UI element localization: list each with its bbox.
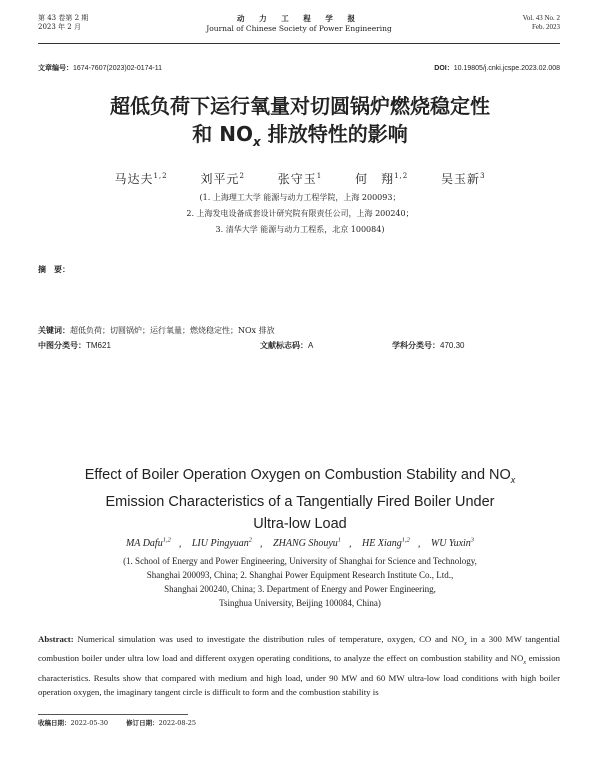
author-cn xyxy=(355,172,408,186)
author-cn-name: 刘平元 xyxy=(200,172,240,186)
title-cn-line1: 超低负荷下运行氧量对切圆锅炉燃烧稳定性 xyxy=(110,94,490,118)
received-date: 2022-05-30 xyxy=(70,719,108,727)
date-cn: 2023 年 2 月 xyxy=(38,23,81,31)
author-cn-name: 马达夫 xyxy=(114,172,154,186)
author-cn xyxy=(278,172,322,186)
title-en-line1 xyxy=(40,464,560,491)
abstract-en-part1: Numerical simulation was used to investigate the distribution rules of temperature, oxygen, CO and NO xyxy=(77,634,465,644)
author-en xyxy=(126,538,171,549)
article-number: 1674-7607(2023)02-0174-11 xyxy=(73,65,162,72)
abstract-en-sub1: x xyxy=(464,640,467,647)
article-id-line xyxy=(38,63,560,73)
abstract-en-sub2: x xyxy=(523,660,527,666)
affiliation-en: Tsinghua University, Beijing 100084, China) xyxy=(219,598,381,608)
subject-code-value: 470.30 xyxy=(440,341,465,350)
revised-date: 2022-08-25 xyxy=(158,719,197,727)
abstract-en-label: Abstract: xyxy=(38,634,74,644)
affiliation-en: (1. School of Energy and Power Engineering, University of Shanghai for Science and Technology, xyxy=(123,556,477,566)
affiliation-cn: 3. 清华大学 能源与动力工程系，北京 100084) xyxy=(215,225,385,234)
title-cn-subscript: x xyxy=(252,135,261,149)
author-cn xyxy=(114,172,167,186)
author-en xyxy=(192,538,252,549)
affiliation-en: Shanghai 200240, China; 3. Department of Energy and Power Engineering, xyxy=(164,584,436,594)
title-en-line2: Emission Characteristics of a Tangentially Fired Boiler Under xyxy=(105,493,495,510)
footnote-divider xyxy=(38,714,188,715)
title-cn-line2-pre: 和 NO xyxy=(192,122,253,146)
journal-header xyxy=(38,8,560,40)
author-en-name: ZHANG Shouyu xyxy=(273,538,338,550)
title-cn-line2-post: 排放特性的影响 xyxy=(260,122,408,146)
affiliations-en xyxy=(50,554,550,610)
affiliations-cn xyxy=(40,190,560,238)
author-cn xyxy=(441,172,485,186)
author-list-en: MA Dafu$^{1,2}$ , LIU Pingyuan$^2$ , ZHANG Shouyu$^1$ , HE Xiang$^{1,2}$ , WU Yuxin$^3$ xyxy=(125,537,475,550)
footnote xyxy=(38,718,560,728)
journal-name-en: Journal of Chinese Society of Power Engineering xyxy=(206,24,392,33)
subject-code-label: 学科分类号： xyxy=(392,341,440,350)
header-center xyxy=(38,14,560,34)
revised-label: 修订日期： xyxy=(126,719,159,727)
subject-code xyxy=(392,340,464,351)
journal-name-cn: 动 力 工 程 学 报 xyxy=(236,14,362,23)
title-en-line3: Ultra-low Load xyxy=(253,515,347,532)
clc-label: 中图分类号： xyxy=(38,341,86,350)
doi-label: DOI： xyxy=(434,65,454,72)
author-en-name: WU Yuxin xyxy=(430,538,471,550)
author-cn-sup: 3 xyxy=(480,172,486,180)
author-en xyxy=(431,538,474,549)
author-en-name: LIU Pingyuan xyxy=(191,538,249,550)
author-list-cn xyxy=(40,170,560,187)
keywords-label: 关键词： xyxy=(38,325,70,335)
affiliation-cn: (1. 上海理工大学 能源与动力工程学院，上海 200093； xyxy=(199,193,401,202)
author-en xyxy=(273,538,341,549)
author-en-sup: 1,2 xyxy=(162,537,171,544)
clc-code xyxy=(38,341,111,350)
date-en: Feb. 2023 xyxy=(532,23,560,31)
author-en-sup: 1 xyxy=(337,537,342,544)
author-cn-name: 张守玉 xyxy=(277,172,317,186)
article-number-label: 文章编号： xyxy=(38,65,73,72)
author-cn-sup: 1,2 xyxy=(153,172,168,180)
footnote-dates xyxy=(38,718,560,728)
header-divider xyxy=(38,43,560,44)
classification-line xyxy=(38,340,560,351)
title-cn-line2 xyxy=(40,120,560,156)
document-code xyxy=(260,340,313,351)
author-en-sup: 3 xyxy=(470,537,475,544)
author-cn-sup: 1,2 xyxy=(394,172,409,180)
abstract-cn-label: 摘 要： xyxy=(38,264,70,274)
author-en-sup: 2 xyxy=(248,537,253,544)
keywords-value: 超低负荷；切圆锅炉；运行氧量；燃烧稳定性；NOx 排放 xyxy=(70,326,275,335)
revised-date-group xyxy=(126,719,196,727)
received-label: 收稿日期： xyxy=(38,719,71,727)
title-cn xyxy=(40,92,560,156)
abstract-en-part2: in a 300 MW tangential combustion boiler under ultra low load and different oxygen operating conditions, to analyze the effect on combustion stability and NO xyxy=(38,634,560,664)
author-en xyxy=(362,538,410,549)
document-code-label: 文献标志码： xyxy=(260,341,308,350)
abstract-en xyxy=(38,632,560,700)
clc-value: TM621 xyxy=(86,341,111,350)
author-cn-sup: 1 xyxy=(316,172,323,180)
author-en-name: MA Dafu xyxy=(125,538,163,550)
author-cn-sup: 2 xyxy=(239,172,245,180)
affiliation-cn: 2. 上海发电设备成套设计研究院有限责任公司，上海 200240； xyxy=(186,209,414,218)
volume-en: Vol. 43 No. 2 xyxy=(522,14,560,22)
document-code-value: A xyxy=(308,341,314,350)
title-en xyxy=(40,464,560,535)
author-en-name: HE Xiang xyxy=(362,538,402,550)
affiliation-en: Shanghai 200093, China; 2. Shanghai Power Equipment Research Institute Co., Ltd., xyxy=(146,570,454,580)
author-cn-name: 吴玉新 xyxy=(441,172,481,186)
author-en-sup: 1,2 xyxy=(401,537,410,544)
doi-value: 10.19805/j.cnki.jcspe.2023.02.008 xyxy=(453,65,560,72)
header-right xyxy=(523,14,560,32)
keywords-cn xyxy=(38,324,560,337)
abstract-en-part3: emission characteristics. Results show that compared with medium and high load, under 90 MW and 60 MW ultra-low load conditions with high boiler operation oxygen, the imaginary tangent circle is difficult to form and the combustion stability is xyxy=(38,653,561,697)
author-cn-name: 何 翔 xyxy=(355,172,395,186)
title-en-line1-text: Effect of Boiler Operation Oxygen on Combustion Stability and NO xyxy=(84,467,511,483)
author-cn xyxy=(200,172,244,186)
abstract-cn xyxy=(38,262,560,277)
title-en-subscript: x xyxy=(510,474,516,485)
doi[interactable] xyxy=(434,63,560,73)
volume-cn: 第 43 卷第 2 期 xyxy=(38,14,89,22)
